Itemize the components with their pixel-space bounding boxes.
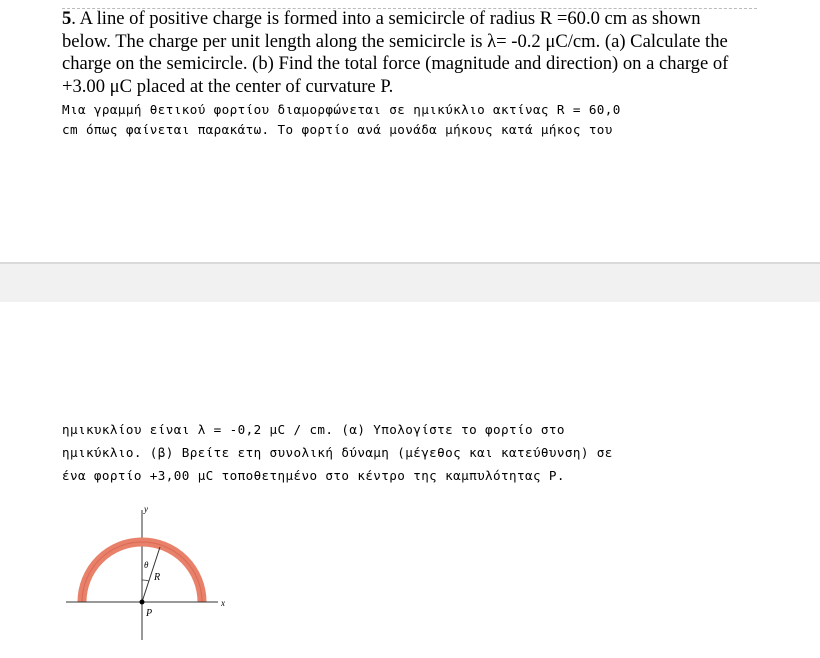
- x-axis-label: x: [221, 598, 225, 608]
- y-axis-label: y: [144, 504, 148, 514]
- problem-line-2: below. The charge per unit length along the semicircle is λ= -0.2 μC/cm. (a) Calculate the: [62, 30, 728, 52]
- theta-label: θ: [144, 560, 149, 570]
- radius-label: R: [154, 572, 161, 583]
- theta-angle-arc: [142, 580, 149, 581]
- center-point-p: [140, 600, 145, 605]
- problem-number: 5: [62, 8, 72, 29]
- greek-translation-part-1: [62, 100, 782, 140]
- problem-line-3: charge on the semicircle. (b) Find the total force (magnitude and direction) on a charge of: [62, 53, 729, 74]
- top-dashed-divider: [62, 8, 757, 9]
- problem-statement-english: [62, 8, 762, 98]
- problem-line-1: 5. A line of positive charge is formed into a semicircle of radius R =60.0 cm as shown: [62, 8, 701, 29]
- greek-translation-part-2: [62, 418, 782, 487]
- page-break-gap: [0, 262, 820, 302]
- semicircle-figure: [60, 500, 240, 650]
- greek-line-3: ημικυκλίου είναι λ = -0,2 μC / cm. (α) Υπολογίστε το φορτίο στο: [62, 422, 565, 437]
- greek-line-1: Μια γραμμή θετικού φορτίου διαμορφώνεται σε ημικύκλιο ακτίνας R = 60,0: [62, 102, 621, 117]
- problem-line-4: +3.00 μC placed at the center of curvature P.: [62, 75, 394, 97]
- greek-line-2: cm όπως φαίνεται παρακάτω. Το φορτίο ανά μονάδα μήκους κατά μήκος του: [62, 122, 613, 137]
- point-p-label: P: [146, 608, 153, 619]
- greek-line-5: ένα φορτίο +3,00 μC τοποθετημένο στο κέντρο της καμπυλότητας P.: [62, 468, 565, 483]
- greek-line-4: ημικύκλιο. (β) Βρείτε ετη συνολική δύναμη (μέγεθος και κατεύθυνση) σε: [62, 445, 613, 460]
